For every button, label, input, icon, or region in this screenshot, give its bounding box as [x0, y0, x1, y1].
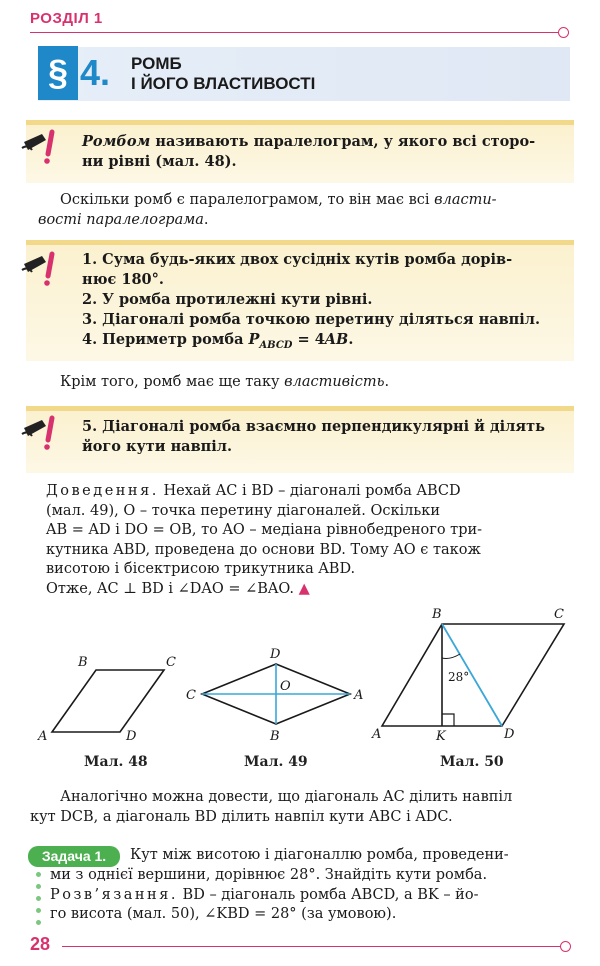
label-B: B	[432, 607, 442, 622]
label-C: C	[186, 688, 196, 703]
task-line-3: BD – діагональ ромба ABCD, а BK – йо-	[177, 886, 479, 903]
task-line-1: Кут між висотою і діагоналлю ромба, проведени-	[130, 847, 509, 863]
label-C: C	[554, 607, 564, 622]
proof-line-1: Нехай AC і BD – діагоналі ромба ABCD	[158, 483, 461, 499]
figure-49-rhombus-diagonals	[180, 644, 372, 748]
intro-end: .	[203, 211, 209, 228]
property-5-line-2: його кути навпіл.	[82, 438, 233, 455]
solution-label: Розв’язання.	[50, 886, 178, 903]
figure-50-caption: Мал. 50	[440, 754, 504, 770]
page-title	[131, 54, 315, 94]
figure-49-caption: Мал. 49	[244, 754, 308, 770]
pin-exclamation-icon	[18, 414, 60, 450]
top-divider-dot	[558, 27, 569, 38]
definition-text	[82, 132, 560, 172]
proof-line-5: висотою і бісектрисою трикутника ABD.	[46, 561, 356, 577]
rhombus-outline	[52, 670, 164, 732]
property-3: 3. Діагоналі ромба точкою перетину діляться навпіл.	[82, 311, 541, 328]
analog-paragraph	[30, 788, 580, 827]
title-line-2: І ЙОГО ВЛАСТИВОСТІ	[131, 74, 316, 93]
definition-line-2: ни рівні (мал. 48).	[82, 153, 237, 170]
label-B: B	[78, 655, 88, 670]
task-text	[50, 866, 580, 925]
bottom-divider	[62, 946, 562, 947]
proof-line-3: AB = AD і DO = OB, то AO – медіана рівнобедреного три-	[46, 522, 483, 538]
label-D: D	[270, 647, 281, 662]
property-1-line-1: 1. Сума будь-яких двох сусідніх кутів ромба дорів-	[82, 251, 513, 268]
proof-line-6: Отже, AC ⊥ BD і ∠DAO = ∠BAO.	[46, 580, 299, 597]
proof-end-mark: ▲	[298, 580, 310, 597]
angle-label: 28°	[448, 670, 470, 684]
properties-list	[82, 250, 560, 356]
figure-48-caption: Мал. 48	[84, 754, 148, 770]
task-line-4: го висота (мал. 50), ∠KBD = 28° (за умовою).	[50, 906, 397, 922]
analog-line-1: Аналогічно можна довести, що діагональ AC ділить навпіл	[60, 789, 513, 805]
intro-emph-2: вості паралелограма	[38, 211, 204, 228]
property-2: 2. У ромба протилежні кути рівні.	[82, 291, 373, 308]
paragraph-symbol: §	[38, 46, 78, 100]
paragraph-number: 4.	[80, 52, 111, 93]
pin-exclamation-icon	[18, 250, 60, 286]
bottom-divider-dot	[560, 941, 571, 952]
label-C: C	[166, 655, 176, 670]
term: Ромбом	[82, 133, 151, 150]
property-1-line-2: нює 180°.	[82, 271, 164, 288]
figure-50-rhombus-height	[368, 604, 574, 744]
label-A: A	[354, 688, 364, 703]
label-O: O	[280, 679, 291, 694]
task-dots	[36, 872, 44, 932]
extra-property-intro: Крім того, ромб має ще таку властивість.	[60, 374, 390, 390]
angle-arc	[442, 654, 460, 659]
proof-line-2: (мал. 49), O – точка перетину діагоналей. Оскільки	[46, 502, 441, 519]
label-D: D	[126, 729, 137, 744]
property-4: 4. Периметр ромба $P_{ABCD} = 4AB$.	[82, 331, 354, 351]
intro-line-1: Оскільки ромб є паралелограмом, то він має всі	[60, 192, 435, 208]
intro-paragraph	[38, 191, 570, 230]
property-5-line-1: 5. Діагоналі ромба взаємно перпендикулярні й ділять	[82, 418, 545, 435]
figure-48-rhombus	[30, 648, 190, 744]
property-5	[82, 417, 560, 457]
label-A: A	[38, 729, 48, 744]
proof-label: Доведення.	[46, 483, 159, 499]
section-label: РОЗДІЛ 1	[30, 10, 103, 27]
task-line-2: ми з однієї вершини, дорівнює 28°. Знайдіть кути ромба.	[50, 867, 488, 883]
proof-paragraph	[46, 482, 576, 599]
pin-exclamation-icon	[18, 128, 60, 164]
right-angle-mark	[442, 714, 454, 726]
label-B: B	[270, 729, 280, 744]
label-D: D	[504, 727, 515, 742]
intro-emph-1: власти-	[434, 192, 497, 208]
label-A: A	[372, 727, 382, 742]
task-badge: Задача 1.	[28, 846, 120, 867]
page-number: 28	[30, 934, 51, 954]
title-line-1: РОМБ	[131, 54, 182, 73]
analog-line-2: кут DCB, а діагональ BD ділить навпіл кути ABC і ADC.	[30, 808, 453, 825]
definition-line-1: називають паралелограм, у якого всі сторо-	[150, 133, 536, 150]
proof-line-4: кутника ABD, проведена до основи BD. Тому AO є також	[46, 541, 481, 558]
top-divider	[30, 32, 560, 33]
label-K: K	[436, 729, 446, 744]
